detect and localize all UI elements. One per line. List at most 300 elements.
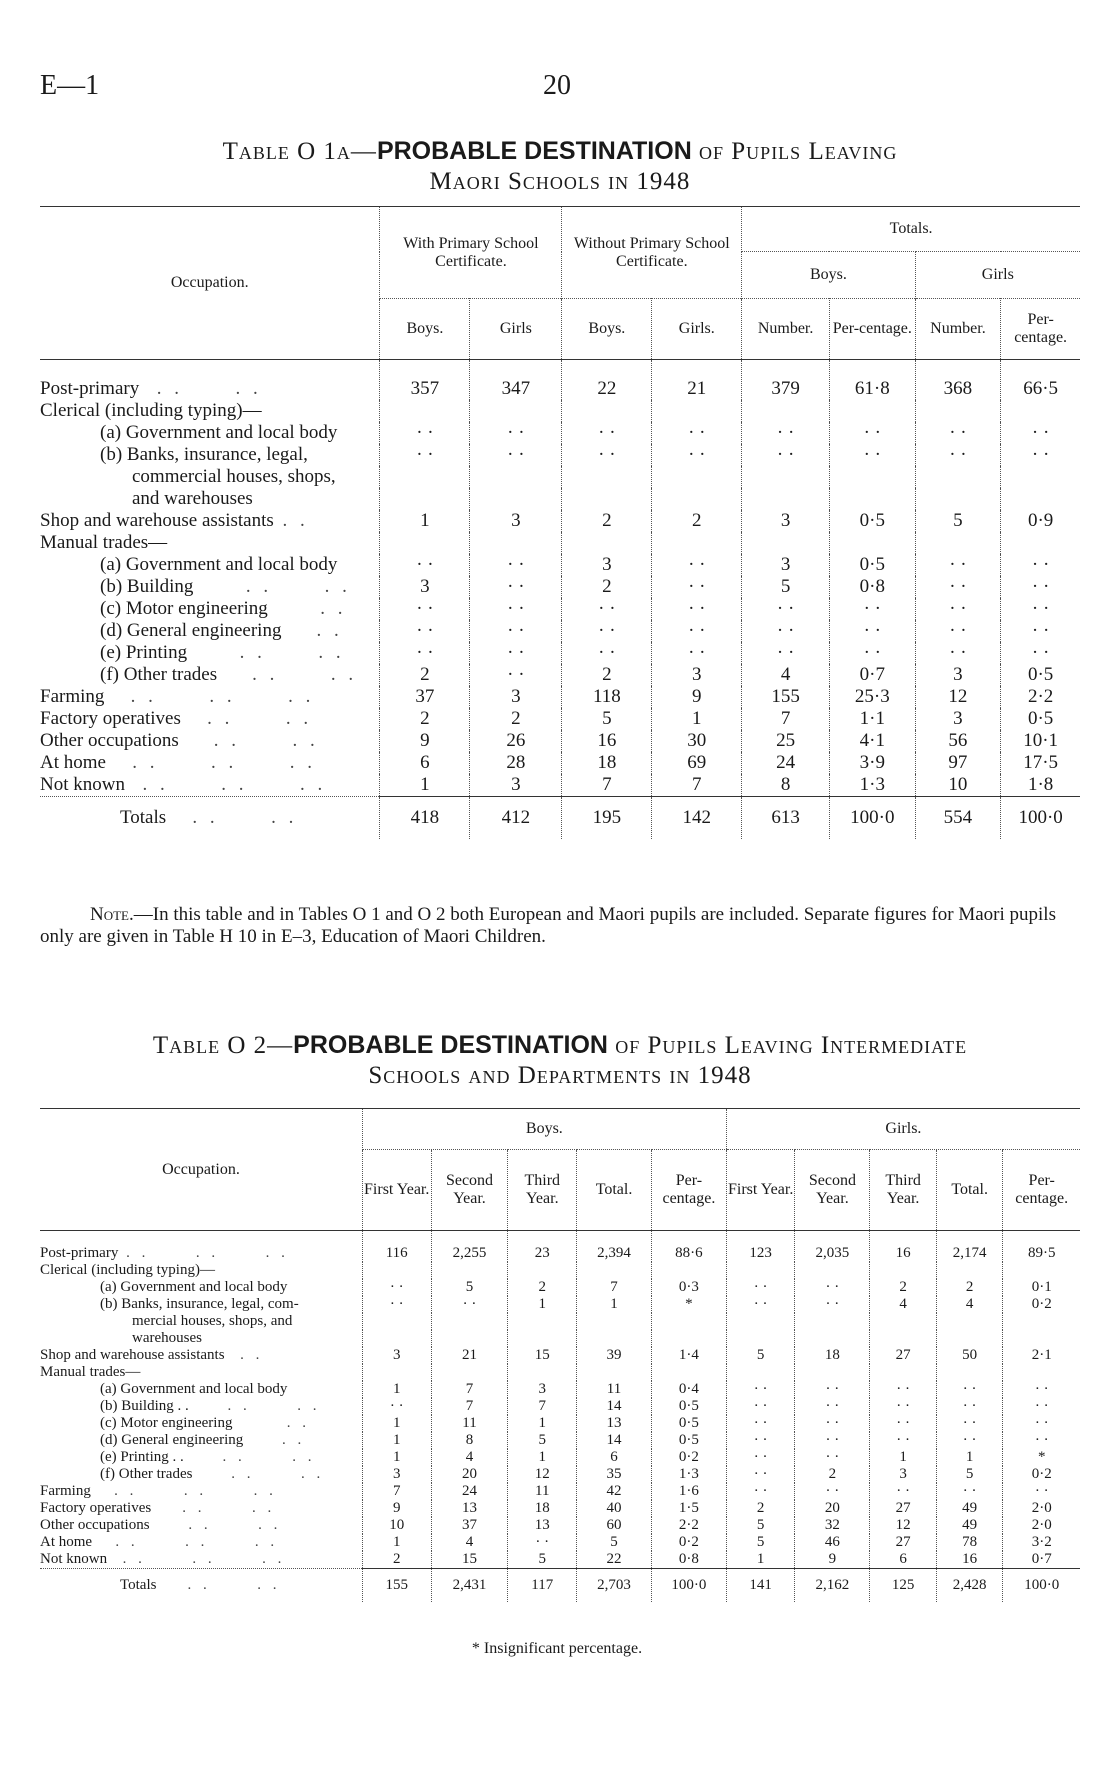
row-label <box>40 1500 362 1517</box>
row-cell: · · <box>470 444 562 466</box>
row-leader-dots: . . <box>232 1415 310 1431</box>
row-cell: 28 <box>470 752 562 774</box>
row-cell: · · <box>562 422 652 444</box>
totals-label <box>40 797 380 840</box>
row-label <box>40 400 380 422</box>
row-cell: · · <box>870 1398 937 1415</box>
row-cell: 6 <box>577 1449 652 1466</box>
row-cell: · · <box>726 1296 795 1313</box>
row-cell: 10 <box>915 774 1001 797</box>
row-cell: 118 <box>562 686 652 708</box>
table-row <box>40 422 1080 444</box>
row-cell: 0·9 <box>1001 510 1080 532</box>
row-cell: · · <box>1001 422 1080 444</box>
row-leader-dots: . . . . <box>188 1398 321 1414</box>
row-cell <box>577 1262 652 1279</box>
row-cell: 16 <box>562 730 652 752</box>
row-cell: 50 <box>936 1347 1003 1364</box>
t1-header-boys: Boys. <box>380 299 470 360</box>
row-cell: 3 <box>508 1381 577 1398</box>
row-leader-dots: . . <box>267 598 347 619</box>
row-label <box>40 686 380 708</box>
table2-title-line2: Schools and Departments in 1948 <box>368 1062 752 1089</box>
row-cell <box>508 1330 577 1347</box>
t2-header-percentage2: Per-centage. <box>1003 1150 1080 1231</box>
row-cell: 1 <box>508 1415 577 1432</box>
row-cell: · · <box>936 1415 1003 1432</box>
row-leader-dots: . . <box>281 620 343 641</box>
row-cell: 0·2 <box>1003 1466 1080 1483</box>
row-cell: · · <box>795 1296 870 1313</box>
row-cell: · · <box>915 642 1001 664</box>
totals-cell: 2,428 <box>936 1569 1003 1603</box>
row-cell: · · <box>1001 576 1080 598</box>
row-label <box>40 1347 362 1364</box>
t1-header-without-cert: Without Primary School Certificate. <box>562 207 742 299</box>
row-label <box>40 466 380 488</box>
row-cell <box>742 466 830 488</box>
row-cell: 0·7 <box>1003 1551 1080 1569</box>
row-cell: 13 <box>577 1415 652 1432</box>
row-cell <box>577 1313 652 1330</box>
row-cell: 12 <box>508 1466 577 1483</box>
row-cell: · · <box>915 422 1001 444</box>
row-cell <box>380 400 470 422</box>
row-cell: 3 <box>915 664 1001 686</box>
totals-row <box>40 1569 1080 1603</box>
row-cell: · · <box>1003 1432 1080 1449</box>
row-label <box>40 1551 362 1569</box>
row-cell: 40 <box>577 1500 652 1517</box>
row-cell: · · <box>1003 1381 1080 1398</box>
table2-title-prefix: Table O 2— <box>152 1032 294 1059</box>
row-cell: 7 <box>508 1398 577 1415</box>
t2-header-total: Total. <box>577 1150 652 1231</box>
row-cell: 3 <box>652 664 742 686</box>
row-leader-dots: . . . . <box>149 1517 282 1533</box>
row-label <box>40 422 380 444</box>
row-label <box>40 1432 362 1449</box>
row-cell: 88·6 <box>651 1231 726 1263</box>
t1-header-girls: Girls <box>470 299 562 360</box>
totals-label-text: Totals <box>120 807 167 828</box>
row-cell: 7 <box>652 774 742 797</box>
row-cell: 0·3 <box>651 1279 726 1296</box>
row-cell <box>915 488 1001 510</box>
table-row <box>40 620 1080 642</box>
row-cell: 4 <box>936 1296 1003 1313</box>
t1-header-boys2: Boys. <box>562 299 652 360</box>
row-cell: 32 <box>795 1517 870 1534</box>
totals-row <box>40 797 1080 840</box>
row-cell: · · <box>470 554 562 576</box>
row-cell <box>652 532 742 554</box>
row-cell: 25 <box>742 730 830 752</box>
row-label <box>40 1231 362 1263</box>
row-cell: 18 <box>795 1347 870 1364</box>
row-cell: 2 <box>795 1466 870 1483</box>
row-cell <box>870 1313 937 1330</box>
row-label-text: (e) Printing . . <box>100 1449 184 1465</box>
row-cell <box>562 466 652 488</box>
row-cell: 3·9 <box>829 752 915 774</box>
row-cell <box>431 1262 508 1279</box>
row-label-text: (a) Government and local body <box>100 554 338 575</box>
row-cell: 1·4 <box>651 1347 726 1364</box>
row-cell: · · <box>742 620 830 642</box>
row-cell: 12 <box>915 686 1001 708</box>
row-cell: 35 <box>577 1466 652 1483</box>
row-cell <box>380 488 470 510</box>
row-label <box>40 1279 362 1296</box>
row-cell: 0·8 <box>829 576 915 598</box>
row-label <box>40 488 380 510</box>
row-cell: · · <box>508 1534 577 1551</box>
row-cell: 39 <box>577 1347 652 1364</box>
row-cell: 9 <box>652 686 742 708</box>
row-cell: 2 <box>362 1551 431 1569</box>
row-cell: · · <box>562 642 652 664</box>
row-cell <box>870 1330 937 1347</box>
totals-cell: 125 <box>870 1569 937 1603</box>
row-cell <box>362 1262 431 1279</box>
row-cell <box>829 400 915 422</box>
row-cell: 10·1 <box>1001 730 1080 752</box>
table2-footnote: * Insignificant percentage. <box>471 1640 643 1657</box>
totals-label-text: Totals <box>120 1577 157 1593</box>
row-cell: 21 <box>431 1347 508 1364</box>
row-cell: 49 <box>936 1517 1003 1534</box>
row-cell: 1·1 <box>829 708 915 730</box>
table-row <box>40 1381 1080 1398</box>
row-cell <box>1001 532 1080 554</box>
row-cell: 13 <box>508 1517 577 1534</box>
row-cell: 18 <box>508 1500 577 1517</box>
row-label-text: (b) Building . . <box>100 1398 189 1414</box>
row-cell: 24 <box>742 752 830 774</box>
row-cell <box>431 1364 508 1381</box>
row-cell <box>870 1262 937 1279</box>
t2-header-percentage: Per-centage. <box>651 1150 726 1231</box>
totals-cell: 554 <box>915 797 1001 840</box>
row-cell <box>652 488 742 510</box>
row-leader-dots: . . . . <box>217 664 358 685</box>
row-cell: 2 <box>726 1500 795 1517</box>
row-leader-dots: . . . . <box>151 1500 276 1516</box>
row-cell: 5 <box>726 1517 795 1534</box>
totals-cell: 2,162 <box>795 1569 870 1603</box>
table-row <box>40 1483 1080 1500</box>
row-cell: 3 <box>470 510 562 532</box>
row-cell <box>362 1364 431 1381</box>
table-row <box>40 1415 1080 1432</box>
row-label-text: (a) Government and local body <box>100 1381 288 1397</box>
row-label-text: Factory operatives <box>40 708 181 729</box>
row-label-text: Other occupations <box>40 730 179 751</box>
row-cell: 9 <box>380 730 470 752</box>
row-cell: 15 <box>431 1551 508 1569</box>
row-label <box>40 1534 362 1551</box>
table-row <box>40 642 1080 664</box>
row-cell <box>577 1364 652 1381</box>
row-cell: 2·0 <box>1003 1500 1080 1517</box>
row-cell <box>470 466 562 488</box>
row-cell <box>652 400 742 422</box>
row-cell: 2·0 <box>1003 1517 1080 1534</box>
row-cell: · · <box>915 444 1001 466</box>
row-cell <box>936 1262 1003 1279</box>
row-cell: · · <box>742 598 830 620</box>
row-cell <box>742 532 830 554</box>
row-cell <box>829 488 915 510</box>
table-row <box>40 466 1080 488</box>
row-cell: 10 <box>362 1517 431 1534</box>
row-cell <box>742 488 830 510</box>
row-cell: 9 <box>795 1551 870 1569</box>
row-cell: 4 <box>431 1534 508 1551</box>
row-cell: 2·2 <box>1001 686 1080 708</box>
row-leader-dots: . . . . . . <box>105 752 316 773</box>
row-cell: · · <box>829 422 915 444</box>
row-cell: · · <box>795 1432 870 1449</box>
row-label-text: mercial houses, shops, and <box>132 1313 293 1329</box>
row-label <box>40 620 380 642</box>
row-cell: 22 <box>562 360 652 401</box>
row-cell: 1 <box>362 1432 431 1449</box>
row-cell: 2,174 <box>936 1231 1003 1263</box>
row-cell: · · <box>870 1483 937 1500</box>
row-cell: 97 <box>915 752 1001 774</box>
row-cell: 60 <box>577 1517 652 1534</box>
row-leader-dots: . . . . <box>187 642 345 663</box>
row-leader-dots: . . . . <box>193 576 351 597</box>
row-cell: 20 <box>431 1466 508 1483</box>
row-cell: · · <box>470 576 562 598</box>
row-cell: · · <box>1001 598 1080 620</box>
row-cell: 1 <box>362 1415 431 1432</box>
t2-header-third: Third Year. <box>508 1150 577 1231</box>
table-row <box>40 1449 1080 1466</box>
row-cell: · · <box>742 642 830 664</box>
row-cell: 0·5 <box>651 1432 726 1449</box>
row-cell: · · <box>742 422 830 444</box>
row-cell: 20 <box>795 1500 870 1517</box>
row-label <box>40 664 380 686</box>
row-cell <box>651 1262 726 1279</box>
totals-cell: 117 <box>508 1569 577 1603</box>
page-number: 20 <box>543 70 571 101</box>
row-cell: · · <box>726 1466 795 1483</box>
row-label <box>40 730 380 752</box>
row-cell: 24 <box>431 1483 508 1500</box>
row-label-text: (f) Other trades <box>100 1466 193 1482</box>
row-cell <box>726 1330 795 1347</box>
t2-header-boys: Boys. <box>362 1109 726 1150</box>
row-label-text: Post-primary <box>40 1245 119 1261</box>
row-cell: · · <box>726 1432 795 1449</box>
row-cell: 0·8 <box>651 1551 726 1569</box>
row-leader-dots: . . . . . . <box>118 1245 289 1261</box>
table-row <box>40 1296 1080 1313</box>
row-cell: · · <box>652 444 742 466</box>
totals-cell: 100·0 <box>651 1569 726 1603</box>
row-cell <box>651 1364 726 1381</box>
row-cell: 27 <box>870 1500 937 1517</box>
row-cell: 37 <box>380 686 470 708</box>
row-label <box>40 1466 362 1483</box>
row-cell: 379 <box>742 360 830 401</box>
row-cell: 3·2 <box>1003 1534 1080 1551</box>
table1-title-line2: Maori Schools in 1948 <box>429 168 691 195</box>
t2-header-first: First Year. <box>362 1150 431 1231</box>
row-cell: 37 <box>431 1517 508 1534</box>
t1-header-occupation: Occupation. <box>170 274 249 291</box>
row-cell: 116 <box>362 1231 431 1263</box>
row-cell: 1·5 <box>651 1500 726 1517</box>
row-cell <box>652 466 742 488</box>
table-row <box>40 730 1080 752</box>
row-cell <box>562 400 652 422</box>
note-lead: Note. <box>90 904 134 925</box>
row-leader-dots: . . . . <box>178 730 319 751</box>
row-label-text: Manual trades— <box>40 1364 141 1380</box>
row-cell: 5 <box>508 1432 577 1449</box>
row-cell: 0·5 <box>651 1398 726 1415</box>
row-cell: 61·8 <box>829 360 915 401</box>
row-cell: 1 <box>726 1551 795 1569</box>
table1-note <box>40 904 1080 948</box>
row-cell: · · <box>795 1483 870 1500</box>
row-cell: 2,394 <box>577 1231 652 1263</box>
table-row <box>40 510 1080 532</box>
row-cell: 66·5 <box>1001 360 1080 401</box>
row-cell: 1 <box>508 1449 577 1466</box>
row-label-text: (a) Government and local body <box>100 422 338 443</box>
row-cell: * <box>651 1296 726 1313</box>
row-cell <box>470 400 562 422</box>
totals-cell: 100·0 <box>1003 1569 1080 1603</box>
t1-header-totals-boys: Boys. <box>742 252 915 299</box>
table-row <box>40 1500 1080 1517</box>
row-cell: · · <box>936 1432 1003 1449</box>
row-label-text: warehouses <box>132 1330 202 1346</box>
row-cell: 5 <box>726 1534 795 1551</box>
t2-header-second: Second Year. <box>431 1150 508 1231</box>
row-label-text: (a) Government and local body <box>100 1279 288 1295</box>
row-cell: 22 <box>577 1551 652 1569</box>
row-cell <box>431 1313 508 1330</box>
row-cell: · · <box>795 1415 870 1432</box>
row-cell: 26 <box>470 730 562 752</box>
row-cell: · · <box>829 620 915 642</box>
row-label <box>40 510 380 532</box>
row-cell: · · <box>742 444 830 466</box>
table-row <box>40 598 1080 620</box>
row-cell: · · <box>652 576 742 598</box>
row-cell <box>742 400 830 422</box>
row-cell <box>1003 1330 1080 1347</box>
row-label <box>40 444 380 466</box>
row-cell <box>431 1330 508 1347</box>
row-cell: 4 <box>742 664 830 686</box>
table-row <box>40 532 1080 554</box>
row-cell: · · <box>795 1398 870 1415</box>
row-cell: 17·5 <box>1001 752 1080 774</box>
row-cell: 1 <box>870 1449 937 1466</box>
row-cell <box>1003 1364 1080 1381</box>
row-cell: · · <box>470 620 562 642</box>
row-cell: · · <box>652 620 742 642</box>
row-label-text: Shop and warehouse assistants <box>40 510 274 531</box>
t2-header-second2: Second Year. <box>795 1150 870 1231</box>
row-cell <box>936 1313 1003 1330</box>
row-label-text: commercial houses, shops, <box>132 466 336 487</box>
row-label <box>40 708 380 730</box>
row-cell: 3 <box>380 576 470 598</box>
row-cell <box>870 1364 937 1381</box>
row-label-text: (f) Other trades <box>100 664 218 685</box>
row-label <box>40 774 380 797</box>
row-cell: · · <box>726 1398 795 1415</box>
totals-leader-dots: . . . . <box>166 807 298 828</box>
row-cell: · · <box>380 642 470 664</box>
row-cell: * <box>1003 1449 1080 1466</box>
row-cell <box>562 488 652 510</box>
row-cell: 0·7 <box>829 664 915 686</box>
row-cell: 0·5 <box>651 1415 726 1432</box>
row-cell: 7 <box>431 1381 508 1398</box>
row-cell: 2·1 <box>1003 1347 1080 1364</box>
row-cell: · · <box>726 1449 795 1466</box>
row-cell: 2 <box>380 664 470 686</box>
row-cell <box>508 1313 577 1330</box>
totals-cell: 412 <box>470 797 562 840</box>
row-label <box>40 360 380 401</box>
row-leader-dots: . . <box>273 510 309 531</box>
row-cell: 1·8 <box>1001 774 1080 797</box>
row-label <box>40 752 380 774</box>
row-cell <box>470 532 562 554</box>
row-cell: · · <box>470 598 562 620</box>
row-cell: 15 <box>508 1347 577 1364</box>
row-cell: 6 <box>380 752 470 774</box>
totals-cell: 100·0 <box>829 797 915 840</box>
row-cell: 155 <box>742 686 830 708</box>
row-label-text: Farming <box>40 686 105 707</box>
row-cell: 1 <box>362 1534 431 1551</box>
table-row <box>40 1517 1080 1534</box>
table-row <box>40 752 1080 774</box>
row-cell: · · <box>362 1398 431 1415</box>
table2-title-suffix: of Pupils Leaving Intermediate <box>607 1032 968 1059</box>
table-row <box>40 1432 1080 1449</box>
row-cell: · · <box>870 1381 937 1398</box>
note-text: —In this table and in Tables O 1 and O 2 both European and Maori pupils are included. Separate figures for Maori pupils only are given in Table H 10 in E–3, Education of Maori Children. <box>40 904 1056 947</box>
row-cell: 0·2 <box>651 1449 726 1466</box>
row-cell: 3 <box>742 510 830 532</box>
row-cell: 2,255 <box>431 1231 508 1263</box>
row-cell: 16 <box>936 1551 1003 1569</box>
row-cell: · · <box>870 1415 937 1432</box>
row-label <box>40 1517 362 1534</box>
row-cell: · · <box>1001 642 1080 664</box>
row-cell: 13 <box>431 1500 508 1517</box>
table-row <box>40 554 1080 576</box>
totals-cell: 613 <box>742 797 830 840</box>
row-cell: 23 <box>508 1231 577 1263</box>
row-label-text: Post-primary <box>40 378 140 399</box>
row-cell: · · <box>380 554 470 576</box>
